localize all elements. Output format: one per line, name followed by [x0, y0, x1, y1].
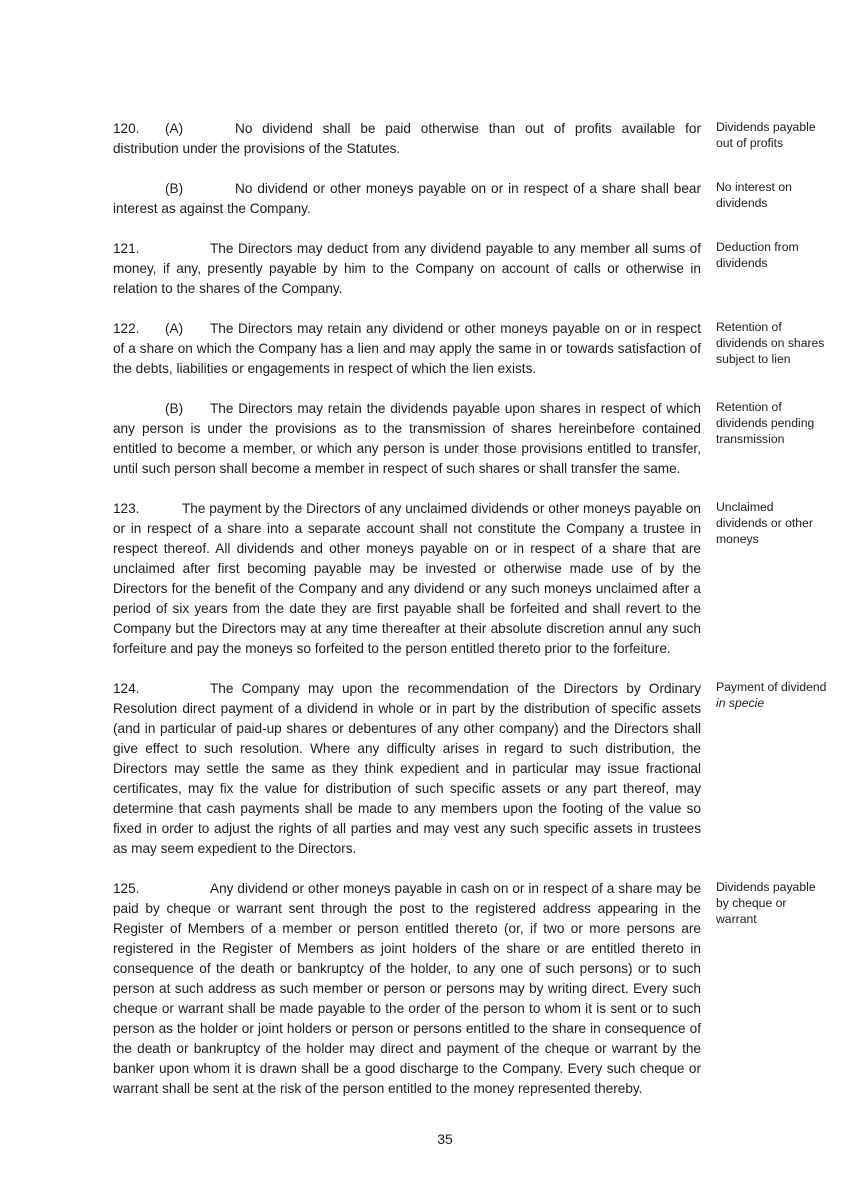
margin-note-text: Retention of dividends pending transmission	[716, 400, 815, 446]
article-text: The payment by the Directors of any unclaimed dividends or other moneys payable on or in respect of a share into a separate account shall not constitute the Company a trustee in respect thereof. All dividends and other moneys payable on or in respect of a share that are unclaimed after first becoming payable may be invested or otherwise made use of by the Directors for the benefit of the Company and any dividend or any such moneys unclaimed after a period of six years from the date they are first payable shall be forfeited and shall revert to the Company but the Directors may at any time thereafter at their absolute discretion annul any such forfeiture and pay the moneys so forfeited to the person entitled thereto prior to the forfeiture.	[113, 501, 701, 656]
margin-note	[716, 879, 828, 927]
article-text: The Directors may retain any dividend or other moneys payable on or in respect of a share on which the Company has a lien and may apply the same in or towards satisfaction of the debts, liabilities or engagements in respect of which the lien exists.	[113, 321, 701, 376]
margin-note-text: Dividends payable out of profits	[716, 120, 816, 150]
margin-note-text: Unclaimed dividends or other moneys	[716, 500, 813, 546]
article-section-121	[113, 239, 835, 299]
article-number: 125.	[113, 881, 140, 896]
margin-note	[716, 319, 828, 367]
margin-note	[716, 179, 828, 211]
margin-note	[716, 119, 828, 151]
article-letter: (A)	[165, 321, 184, 336]
article-section-125	[113, 879, 835, 1099]
article-paragraph	[113, 879, 701, 1099]
article-letter: (B)	[165, 181, 184, 196]
margin-note-text: Deduction from dividends	[716, 240, 799, 270]
article-letter: (B)	[165, 401, 184, 416]
article-text: No dividend shall be paid otherwise than out of profits available for distribution under the provisions of the Statutes.	[113, 121, 701, 156]
margin-note-text: Payment of dividend	[716, 680, 827, 694]
article-text: No dividend or other moneys payable on or in respect of a share shall bear interest as against the Company.	[113, 181, 701, 216]
margin-note	[716, 499, 828, 547]
article-number: 122.	[113, 321, 140, 336]
article-section-120B	[113, 179, 835, 219]
article-section-122B	[113, 399, 835, 479]
article-number: 121.	[113, 241, 140, 256]
margin-note-italic: in specie	[716, 696, 765, 710]
article-section-122A	[113, 319, 835, 379]
margin-note-text: No interest on dividends	[716, 180, 792, 210]
margin-note	[716, 679, 828, 711]
article-section-124	[113, 679, 835, 859]
article-letter: (A)	[165, 121, 184, 136]
article-paragraph	[113, 499, 701, 659]
article-section-120A	[113, 119, 835, 159]
article-paragraph	[113, 399, 701, 479]
article-paragraph	[113, 679, 701, 859]
article-number: 120.	[113, 121, 140, 136]
article-paragraph	[113, 119, 701, 159]
article-text: The Directors may deduct from any dividend payable to any member all sums of money, if any, presently payable by him to the Company on account of calls or otherwise in relation to the shares of the Company.	[113, 241, 701, 296]
article-text: Any dividend or other moneys payable in cash on or in respect of a share may be paid by cheque or warrant sent through the post to the registered address appearing in the Register of Members of a member or person entitled thereto (or, if two or more persons are registered in the Register of Members as joint holders of the share or are entitled thereto in consequence of the death or bankruptcy of the holder, to any one of such persons) or to such person at such address as such member or person or persons may by writing direct. Every such cheque or warrant shall be made payable to the order of the person to whom it is sent or to such person as the holder or joint holders or person or persons entitled to the share in consequence of the death or bankruptcy of the holder may direct and payment of the cheque or warrant by the banker upon whom it is drawn shall be a good discharge to the Company. Every such cheque or warrant shall be sent at the risk of the person entitled to the money represented thereby.	[113, 881, 701, 1096]
page-number: 35	[437, 1131, 453, 1147]
article-section-123	[113, 499, 835, 659]
margin-note	[716, 239, 828, 271]
margin-note-text: Dividends payable by cheque or warrant	[716, 880, 816, 926]
margin-note-text: Retention of dividends on shares subject to lien	[716, 320, 825, 366]
article-paragraph	[113, 179, 701, 219]
article-paragraph	[113, 239, 701, 299]
article-paragraph	[113, 319, 701, 379]
article-number: 124.	[113, 681, 140, 696]
articles-content	[113, 119, 835, 1119]
article-number: 123.	[113, 501, 140, 516]
article-text: The Directors may retain the dividends payable upon shares in respect of which any person is under the provisions as to the transmission of shares hereinbefore contained entitled to become a member, or which any person is under those provisions entitled to transfer, until such person shall become a member in respect of such shares or shall transfer the same.	[113, 401, 701, 476]
article-text: The Company may upon the recommendation of the Directors by Ordinary Resolution direct payment of a dividend in whole or in part by the distribution of specific assets (and in particular of paid-up shares or debentures of any other company) and the Directors shall give effect to such resolution. Where any difficulty arises in regard to such distribution, the Directors may settle the same as they think expedient and in particular may issue fractional certificates, may fix the value for distribution of such specific assets or any part thereof, may determine that cash payments shall be made to any members upon the footing of the value so fixed in order to adjust the rights of all parties and may vest any such specific assets in trustees as may seem expedient to the Directors.	[113, 681, 701, 856]
margin-note	[716, 399, 828, 447]
